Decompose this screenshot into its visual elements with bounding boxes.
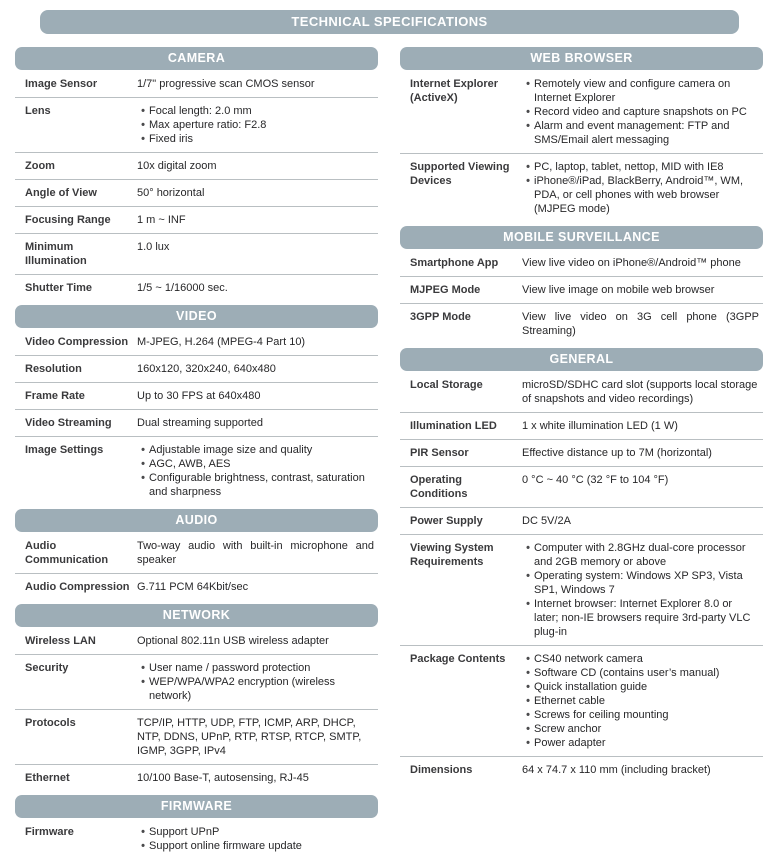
spec-value [137, 661, 378, 703]
bullet-icon: • [526, 681, 530, 693]
spec-label-video-compression: Video Compression [25, 336, 129, 348]
bullet-text: Screws for ceiling mounting [534, 709, 669, 721]
spec-row [400, 372, 763, 412]
bullet-icon: • [526, 695, 530, 707]
spec-row [15, 355, 378, 382]
bullet-item [522, 569, 759, 597]
bullet-icon: • [141, 458, 145, 470]
spec-value [137, 443, 378, 499]
spec-row [15, 819, 378, 859]
bullet-icon: • [141, 119, 145, 131]
spec-row [15, 206, 378, 233]
bullet-icon: • [526, 709, 530, 721]
spec-value: View live video on iPhone®/Android™ phone [522, 257, 741, 269]
spec-label-shutter-time: Shutter Time [25, 282, 93, 294]
section-rows [15, 819, 378, 859]
bullet-item [137, 839, 374, 853]
page-title: TECHNICAL SPECIFICATIONS [40, 10, 739, 34]
spec-label-3gpp-mode: 3GPP Mode [410, 311, 471, 323]
bullet-item [137, 457, 374, 471]
spec-row [15, 764, 378, 791]
bullet-text: Focal length: 2.0 mm [149, 105, 252, 117]
spec-row [15, 533, 378, 573]
bullet-item [522, 597, 759, 639]
spec-row [15, 329, 378, 355]
bullet-text: Power adapter [534, 737, 606, 749]
bullet-text: Configurable brightness, contrast, saturation and sharpness [149, 472, 365, 498]
spec-label-minimum-illumination: Minimum Illumination [25, 241, 87, 267]
bullet-item [137, 118, 374, 132]
spec-row [400, 466, 763, 507]
spec-row [15, 152, 378, 179]
section-header-mobile-surveillance: MOBILE SURVEILLANCE [400, 226, 763, 249]
spec-row [15, 628, 378, 654]
spec-label-pir-sensor: PIR Sensor [410, 447, 469, 459]
spec-label-lens: Lens [25, 105, 51, 117]
bullet-text: PC, laptop, tablet, nettop, MID with IE8 [534, 161, 724, 173]
spec-value: View live image on mobile web browser [522, 284, 715, 296]
bullet-icon: • [141, 444, 145, 456]
section-rows [400, 250, 763, 344]
spec-row [400, 250, 763, 276]
spec-value: View live video on 3G cell phone (3GPP Streaming) [522, 311, 759, 337]
bullet-text: Alarm and event management: FTP and SMS/Email alert messaging [534, 120, 730, 146]
bullet-item [522, 160, 759, 174]
spec-row [15, 233, 378, 274]
spec-value: 50° horizontal [137, 187, 205, 199]
bullet-text: User name / password protection [149, 662, 311, 674]
spec-label-audio-communication: Audio Communication [25, 540, 109, 566]
spec-label-angle-of-view: Angle of View [25, 187, 97, 199]
bullet-item [522, 722, 759, 736]
spec-row [400, 645, 763, 756]
bullet-icon: • [141, 840, 145, 852]
section-video [15, 305, 378, 505]
spec-row [15, 436, 378, 505]
bullet-item [522, 174, 759, 216]
bullet-icon: • [526, 737, 530, 749]
bullet-item [137, 825, 374, 839]
spec-row [400, 439, 763, 466]
spec-value: Two-way audio with built-in microphone and speaker [137, 540, 374, 566]
spec-value: 1/5 ~ 1/16000 sec. [137, 282, 228, 294]
spec-row [400, 303, 763, 344]
bullet-icon: • [141, 662, 145, 674]
section-rows [15, 71, 378, 301]
section-header-audio: AUDIO [15, 509, 378, 532]
bullet-text: Adjustable image size and quality [149, 444, 313, 456]
bullet-icon: • [526, 667, 530, 679]
bullet-text: Fixed iris [149, 133, 194, 145]
spec-value: 1 x white illumination LED (1 W) [522, 420, 678, 432]
spec-row [400, 756, 763, 783]
spec-label-image-sensor: Image Sensor [25, 78, 98, 90]
bullet-text: CS40 network camera [534, 653, 643, 665]
spec-label-audio-compression: Audio Compression [25, 581, 130, 593]
bullet-icon: • [141, 676, 145, 688]
bullet-icon: • [526, 542, 530, 554]
spec-label-smartphone-app: Smartphone App [410, 257, 499, 269]
section-firmware [15, 795, 378, 859]
section-header-general: GENERAL [400, 348, 763, 371]
bullet-text: WEP/WPA/WPA2 encryption (wireless network) [149, 676, 336, 702]
spec-label-mjpeg-mode: MJPEG Mode [410, 284, 481, 296]
bullet-item [137, 104, 374, 118]
bullet-icon: • [526, 723, 530, 735]
section-rows [15, 533, 378, 600]
spec-row [400, 276, 763, 303]
spec-value [137, 825, 378, 853]
bullet-item [522, 708, 759, 722]
spec-value: 1/7" progressive scan CMOS sensor [137, 78, 315, 90]
bullet-item [137, 471, 374, 499]
bullet-item [137, 132, 374, 146]
bullet-item [522, 736, 759, 750]
bullet-icon: • [141, 472, 145, 484]
spec-label-firmware: Firmware [25, 826, 74, 838]
bullet-icon: • [141, 133, 145, 145]
section-rows [15, 329, 378, 505]
bullet-icon: • [526, 175, 530, 187]
spec-row [15, 573, 378, 600]
spec-label-illumination-led: Illumination LED [410, 420, 497, 432]
spec-label-security: Security [25, 662, 69, 674]
spec-row [15, 654, 378, 709]
spec-label-power-supply: Power Supply [410, 515, 483, 527]
spec-label-package-contents: Package Contents [410, 653, 506, 665]
spec-label-local-storage: Local Storage [410, 379, 483, 391]
spec-label-viewing-system-requirements: Viewing System Requirements [410, 542, 494, 568]
section-rows [400, 71, 763, 222]
spec-row [400, 412, 763, 439]
section-header-firmware: FIRMWARE [15, 795, 378, 818]
bullet-text: iPhone®/iPad, BlackBerry, Android™, WM, PDA, or cell phones with web browser (MJPEG mode) [534, 175, 744, 215]
spec-value: 64 x 74.7 x 110 mm (including bracket) [522, 764, 711, 776]
bullet-text: Quick installation guide [534, 681, 648, 693]
bullet-icon: • [526, 570, 530, 582]
section-header-video: VIDEO [15, 305, 378, 328]
bullet-item [522, 666, 759, 680]
spec-columns [15, 47, 763, 859]
spec-row [15, 71, 378, 97]
bullet-item [522, 652, 759, 666]
spec-label-internet-explorer-activex: Internet Explorer (ActiveX) [410, 78, 499, 104]
spec-value: G.711 PCM 64Kbit/sec [137, 581, 249, 593]
bullet-item [522, 105, 759, 119]
section-header-web-browser: WEB BROWSER [400, 47, 763, 70]
spec-row [400, 71, 763, 153]
bullet-item [522, 541, 759, 569]
left-column [15, 47, 378, 859]
section-mobile-surveillance [400, 226, 763, 344]
spec-row [400, 153, 763, 222]
spec-value [137, 104, 378, 146]
spec-value: 1.0 lux [137, 241, 170, 253]
section-general [400, 348, 763, 783]
spec-value: 0 °C ~ 40 °C (32 °F to 104 °F) [522, 474, 669, 486]
bullet-text: Operating system: Windows XP SP3, Vista SP1, Windows 7 [534, 570, 743, 596]
spec-value [522, 652, 763, 750]
spec-label-zoom: Zoom [25, 160, 55, 172]
bullet-icon: • [526, 161, 530, 173]
bullet-text: Screw anchor [534, 723, 602, 735]
spec-row [15, 179, 378, 206]
spec-value: Up to 30 FPS at 640x480 [137, 390, 261, 402]
spec-value: 10/100 Base-T, autosensing, RJ-45 [137, 772, 309, 784]
section-audio [15, 509, 378, 600]
bullet-icon: • [526, 653, 530, 665]
spec-label-dimensions: Dimensions [410, 764, 473, 776]
spec-row [15, 709, 378, 764]
bullet-icon: • [141, 826, 145, 838]
bullet-icon: • [526, 598, 530, 610]
spec-value [522, 160, 763, 216]
bullet-text: Ethernet cable [534, 695, 605, 707]
section-camera [15, 47, 378, 301]
bullet-text: Max aperture ratio: F2.8 [149, 119, 267, 131]
bullet-item [522, 680, 759, 694]
spec-value [522, 77, 763, 147]
spec-label-operating-conditions: Operating Conditions [410, 474, 468, 500]
bullet-item [137, 675, 374, 703]
bullet-text: Support UPnP [149, 826, 220, 838]
spec-value: microSD/SDHC card slot (supports local storage of snapshots and video recordings) [522, 379, 758, 405]
bullet-text: Remotely view and configure camera on Internet Explorer [534, 78, 731, 104]
spec-value: 1 m ~ INF [137, 214, 186, 226]
spec-row [15, 382, 378, 409]
spec-value: TCP/IP, HTTP, UDP, FTP, ICMP, ARP, DHCP, NTP, DDNS, UPnP, RTP, RTSP, RTCP, SMTP, IGMP, 3GPP, IPv4 [137, 717, 362, 757]
section-web-browser [400, 47, 763, 222]
spec-label-frame-rate: Frame Rate [25, 390, 85, 402]
spec-value: 160x120, 320x240, 640x480 [137, 363, 276, 375]
bullet-item [522, 694, 759, 708]
bullet-text: Internet browser: Internet Explorer 8.0 or later; non-IE browsers require 3rd-party VLC plug-in [534, 598, 751, 638]
spec-label-resolution: Resolution [25, 363, 82, 375]
spec-value: 10x digital zoom [137, 160, 217, 172]
section-rows [15, 628, 378, 791]
section-header-network: NETWORK [15, 604, 378, 627]
spec-value: Optional 802.11n USB wireless adapter [137, 635, 329, 647]
section-rows [400, 372, 763, 783]
right-column [400, 47, 763, 783]
spec-label-image-settings: Image Settings [25, 444, 104, 456]
spec-row [400, 534, 763, 645]
spec-value: DC 5V/2A [522, 515, 571, 527]
bullet-text: Record video and capture snapshots on PC [534, 106, 747, 118]
bullet-icon: • [526, 106, 530, 118]
spec-value: Dual streaming supported [137, 417, 263, 429]
spec-row [15, 97, 378, 152]
spec-value: Effective distance up to 7M (horizontal) [522, 447, 712, 459]
bullet-icon: • [141, 105, 145, 117]
bullet-item [137, 443, 374, 457]
spec-label-wireless-lan: Wireless LAN [25, 635, 96, 647]
spec-row [15, 409, 378, 436]
spec-row [400, 507, 763, 534]
bullet-icon: • [526, 78, 530, 90]
spec-value: M-JPEG, H.264 (MPEG-4 Part 10) [137, 336, 306, 348]
bullet-text: AGC, AWB, AES [149, 458, 231, 470]
bullet-item [522, 77, 759, 105]
section-header-camera: CAMERA [15, 47, 378, 70]
spec-label-protocols: Protocols [25, 717, 76, 729]
bullet-icon: • [526, 120, 530, 132]
bullet-text: Support online firmware update [149, 840, 302, 852]
spec-label-supported-viewing-devices: Supported Viewing Devices [410, 161, 510, 187]
bullet-text: Software CD (contains user’s manual) [534, 667, 720, 679]
bullet-item [137, 661, 374, 675]
spec-value [522, 541, 763, 639]
spec-sheet-page [0, 10, 778, 852]
spec-label-focusing-range: Focusing Range [25, 214, 111, 226]
spec-label-video-streaming: Video Streaming [25, 417, 112, 429]
bullet-item [522, 119, 759, 147]
spec-label-ethernet: Ethernet [25, 772, 70, 784]
spec-row [15, 274, 378, 301]
section-network [15, 604, 378, 791]
bullet-text: Computer with 2.8GHz dual-core processor and 2GB memory or above [534, 542, 746, 568]
